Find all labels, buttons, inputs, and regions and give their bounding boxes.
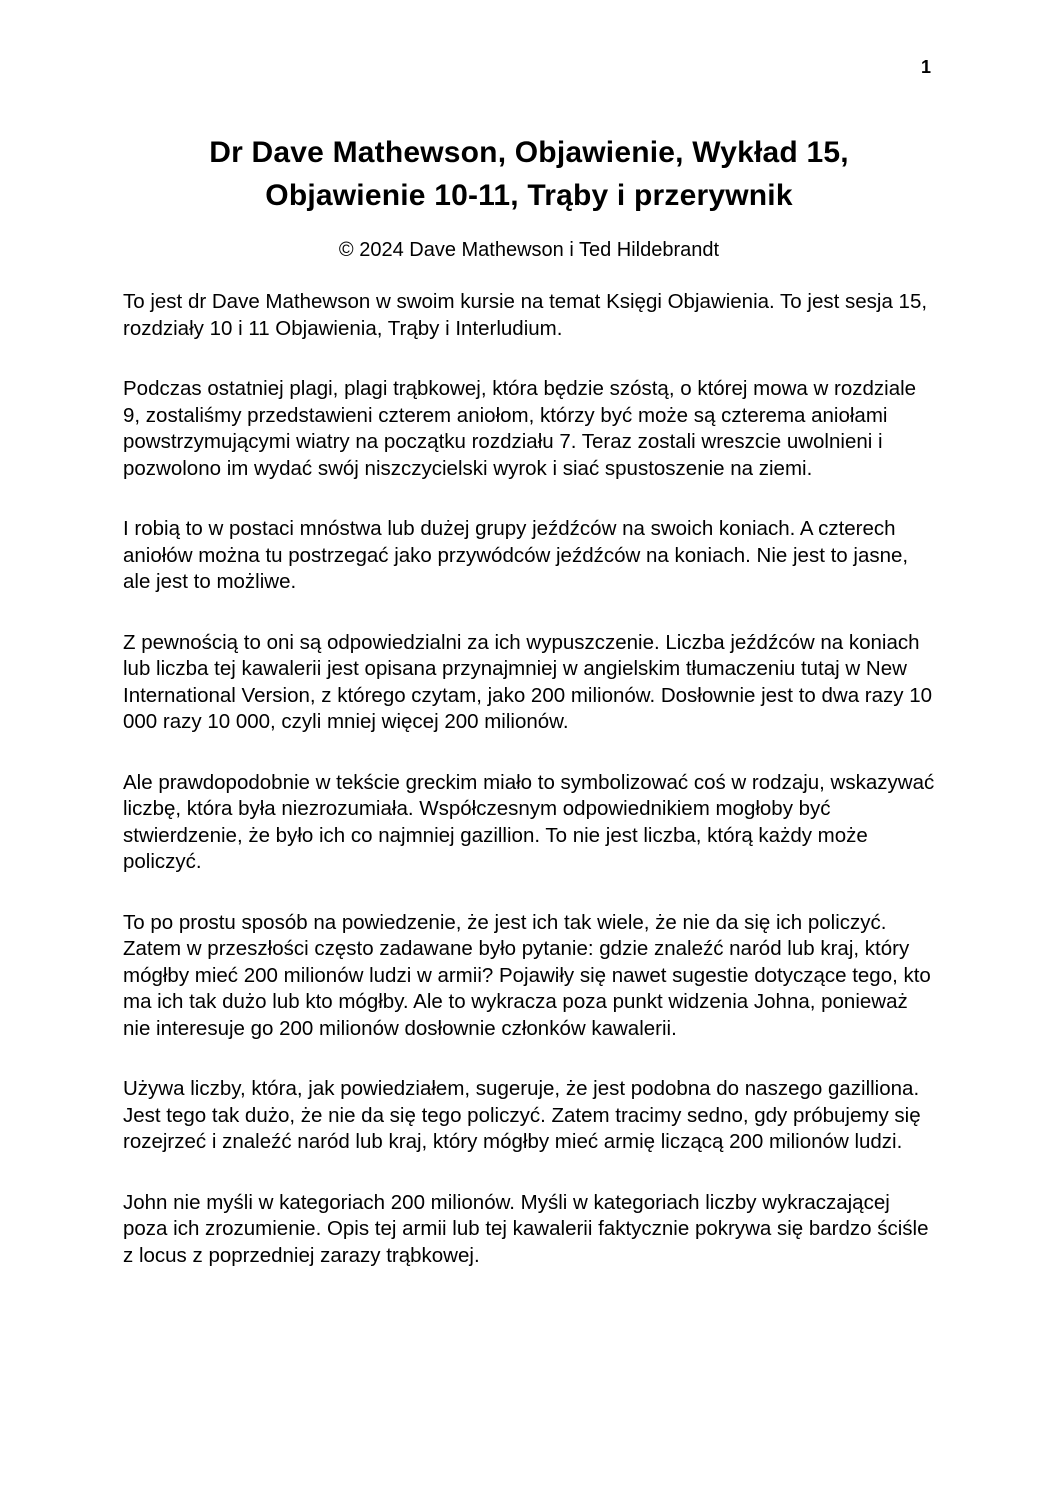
- paragraph: Używa liczby, która, jak powiedziałem, sugeruje, że jest podobna do naszego gazilliona. Jest tego tak dużo, że nie da się tego policzyć. Zatem tracimy sedno, gdy próbujemy się rozejrzeć i znaleźć naród lub kraj, który mógłby mieć armię liczącą 200 milionów ludzi.: [123, 1077, 921, 1154]
- document-content: [123, 0, 935, 1303]
- title-line-2: Objawienie 10-11, Trąby i przerywnik: [265, 179, 793, 212]
- page-number: 1: [920, 57, 931, 77]
- title-line-1: Dr Dave Mathewson, Objawienie, Wykład 15,: [209, 136, 849, 169]
- paragraph: Z pewnością to oni są odpowiedzialni za ich wypuszczenie. Liczba jeźdźców na koniach lub liczba tej kawalerii jest opisana przynajmniej w angielskim tłumaczeniu tutaj w New International Version, z którego czytam, jako 200 milionów. Dosłownie jest to dwa razy 10 000 razy 10 000, czyli mniej więcej 200 milionów.: [123, 630, 933, 734]
- paragraph: To jest dr Dave Mathewson w swoim kursie na temat Księgi Objawienia. To jest sesja 15, rozdziały 10 i 11 Objawienia, Trąby i Interludium.: [123, 290, 928, 340]
- paragraph: Ale prawdopodobnie w tekście greckim miało to symbolizować coś w rodzaju, wskazywać liczbę, która była niezrozumiała. Współczesnym odpowiednikiem mogłoby być stwierdzenie, że było ich co najmniej gazillion. To nie jest liczba, którą każdy może policzyć.: [123, 770, 935, 874]
- paragraph: Podczas ostatniej plagi, plagi trąbkowej, która będzie szóstą, o której mowa w rozdziale 9, zostaliśmy przedstawieni czterem aniołom, którzy być może są czterema aniołami powstrzymującymi wiatry na początku rozdziału 7. Teraz zostali wreszcie uwolnieni i pozwolono im wydać swój niszczycielski wyrok i siać spustoszenie na ziemi.: [123, 377, 917, 480]
- paragraph: I robią to w postaci mnóstwa lub dużej grupy jeźdźców na swoich koniach. A czterech aniołów można tu postrzegać jako przywódców jeźdźców na koniach. Nie jest to jasne, ale jest to możliwe.: [123, 517, 909, 594]
- copyright-line: © 2024 Dave Mathewson i Ted Hildebrandt: [338, 239, 720, 262]
- body-text: [123, 289, 935, 1269]
- paragraph: John nie myśli w kategoriach 200 milionów. Myśli w kategoriach liczby wykraczającej poza ich zrozumienie. Opis tej armii lub tej kawalerii faktycznie pokrywa się bardzo ściśle z locus z poprzedniej zarazy trąbkowej.: [123, 1190, 929, 1267]
- paragraph: To po prostu sposób na powiedzenie, że jest ich tak wiele, że nie da się ich policzyć. Zatem w przeszłości często zadawane było pytanie: gdzie znaleźć naród lub kraj, który mógłby mieć 200 milionów ludzi w armii? Pojawiły się nawet sugestie dotyczące tego, kto ma ich tak dużo lub kto mógłby. Ale to wykracza poza punkt widzenia Johna, ponieważ nie interesuje go 200 milionów dosłownie członków kawalerii.: [123, 910, 931, 1040]
- document-title: [123, 131, 935, 217]
